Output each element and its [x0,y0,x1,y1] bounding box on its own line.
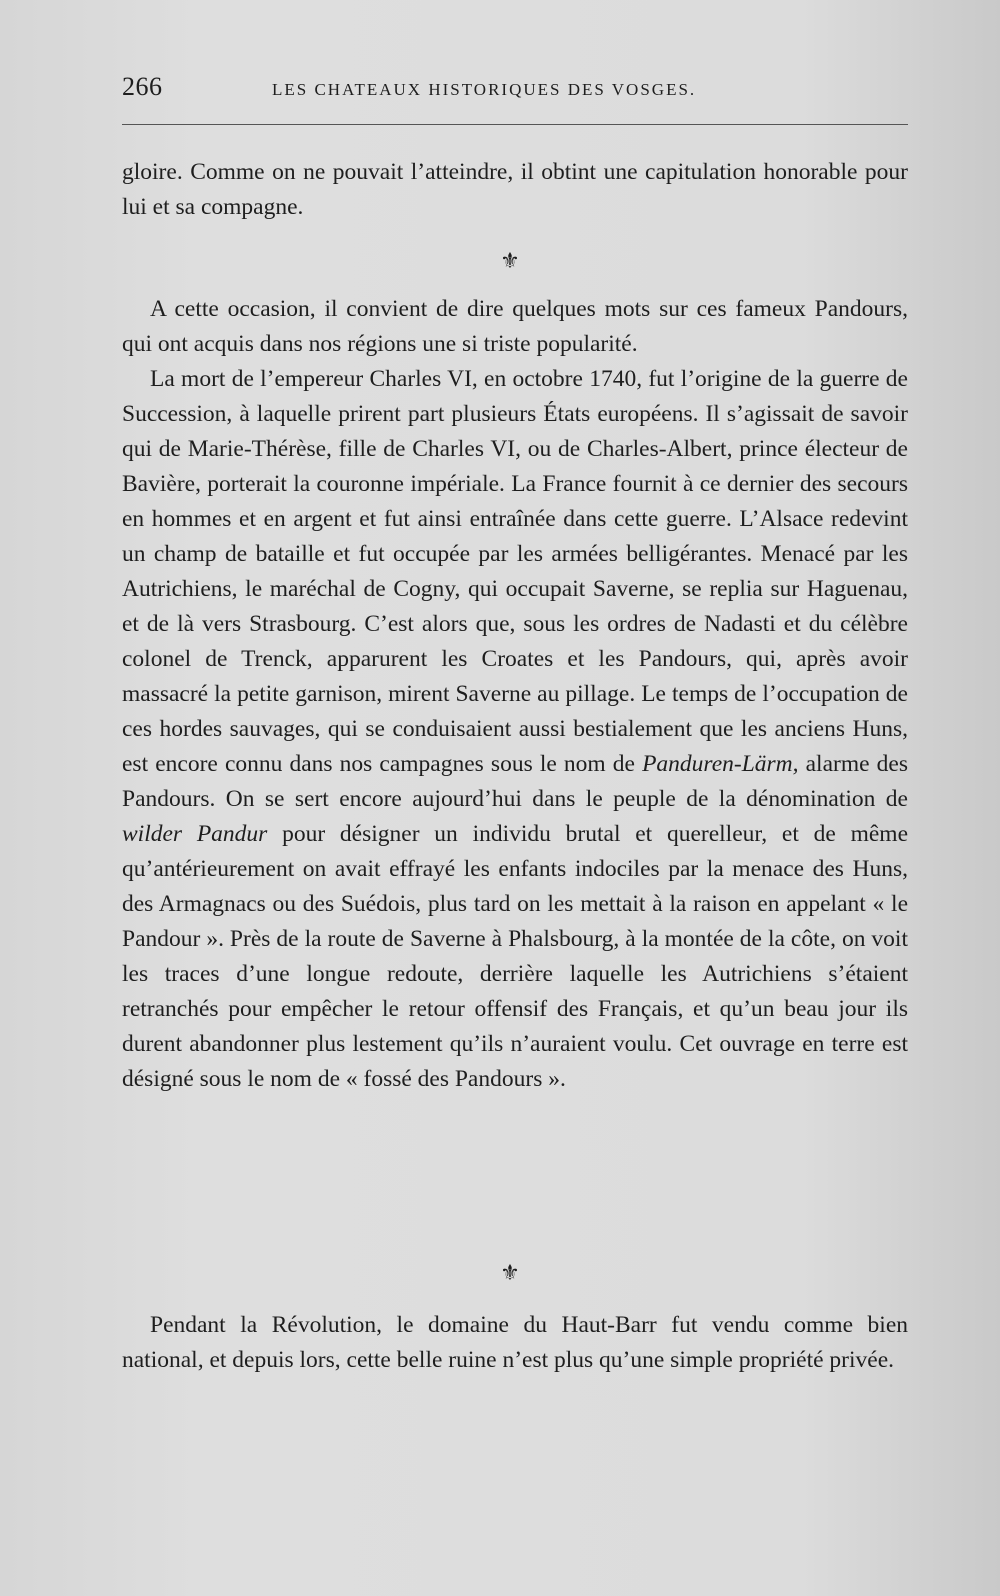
paragraph-succession-war [122,362,908,1097]
paragraph-revolution: Pendant la Révolution, le domaine du Haut-Barr fut vendu comme bien national, et depuis lors, cette belle ruine n’est plus qu’une simple propriété privée. [122,1312,908,1373]
fleuron-ornament-icon: ⚜ [500,1260,520,1285]
page-header [122,72,908,102]
header-rule [122,124,908,125]
italic-term: Panduren-Lärm, [642,751,799,777]
text-block-bottom [122,1308,908,1378]
text-block-main [122,292,908,1097]
paragraph-text: alarme des Pandours. On se sert encore aujourd’hui dans le peuple de la dénomination de [122,751,908,812]
paragraph-text: La mort de l’empereur Charles VI, en octobre 1740, fut l’origine de la guerre de Succession, à laquelle prirent part plusieurs États européens. Il s’agissait de savoir qui de Marie-Thérèse, fille de Charles VI, ou de Charles-Albert, prince électeur de Bavière, porterait la couronne impériale. La France fournit à ce dernier des secours en hommes et en argent et fut ainsi entraînée dans cette guerre. L’Alsace redevint un champ de bataille et fut occupée par les armées belligérantes. Menacé par les Autrichiens, le maréchal de Cogny, qui occupait Saverne, se replia sur Haguenau, et de là vers Strasbourg. C’est alors que, sous les ordres de Nadasti et du célèbre colonel de Trenck, apparurent les Croates et les Pandours, qui, après avoir massacré la petite garnison, mirent Saverne au pillage. Le temps de l’occupation de ces hordes sauvages, qui se conduisaient aussi bestialement que les anciens Huns, est encore connu dans nos campagnes sous le nom de [122,366,908,777]
text-block-top [122,155,908,225]
paragraph-pandours-intro: A cette occasion, il convient de dire quelques mots sur ces fameux Pandours, qui ont acquis dans nos régions une si triste popularité. [122,296,908,357]
paragraph-continuation: gloire. Comme on ne pouvait l’atteindre, il obtint une capitulation honorable pour lui et sa compagne. [122,159,908,220]
fleuron-ornament-icon: ⚜ [500,248,520,273]
paragraph-text: pour désigner un individu brutal et querelleur, et de même qu’antérieurement on avait effrayé les enfants indociles par la menace des Huns, des Armagnacs ou des Suédois, plus tard on les mettait à la raison en appelant « le Pandour ». Près de la route de Saverne à Phalsbourg, à la montée de la côte, on voit les traces d’une longue redoute, derrière laquelle les Autrichiens s’étaient retranchés pour empêcher le retour offensif des Français, et qu’un beau jour ils durent abandonner plus lestement qu’ils n’auraient voulu. Cet ouvrage en terre est désigné sous le nom de « fossé des Pandours ». [122,821,908,1092]
page-number: 266 [122,72,163,101]
italic-term: wilder Pandur [122,821,268,847]
running-title: LES CHATEAUX HISTORIQUES DES VOSGES. [272,80,697,99]
